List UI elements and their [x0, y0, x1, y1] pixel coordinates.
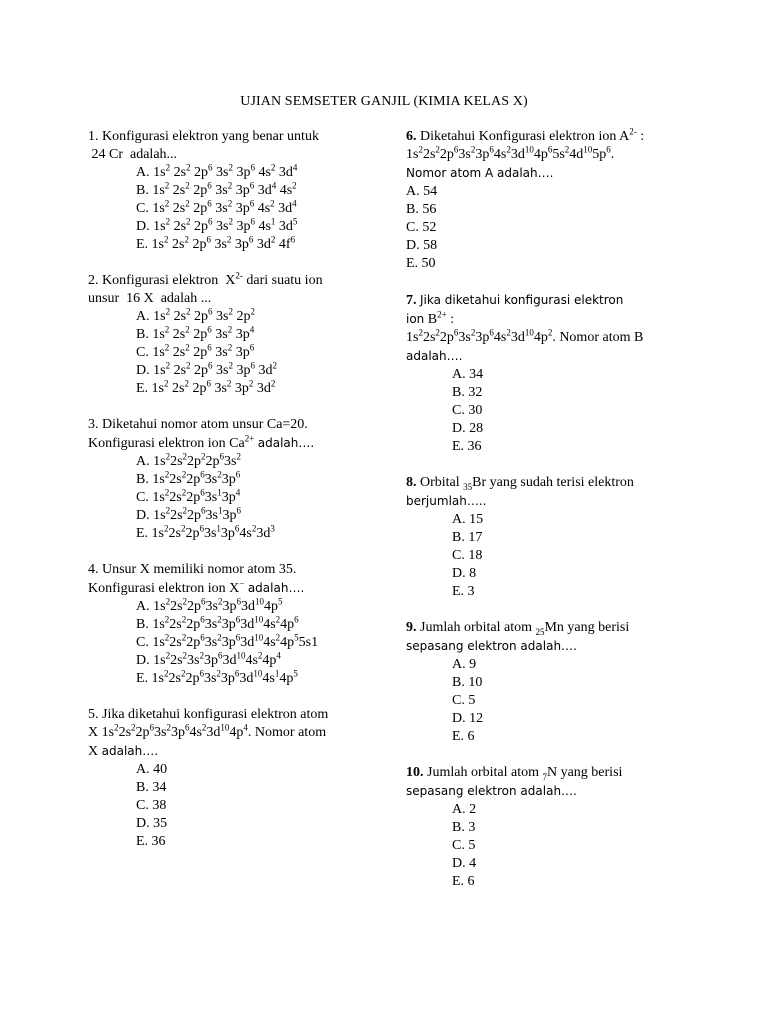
- answer-option: B. $1s^2$ $2s^2$ $2p^6$ $3s^2$ $3p^6$ $3d^4$ $4s^2$: [136, 180, 297, 198]
- answer-option: A. 15: [452, 512, 484, 527]
- answer-option: B. 10: [452, 675, 483, 690]
- answer-option: D. 35: [136, 816, 168, 831]
- question-stem: 3. Diketahui nomor atom unsur Ca=20. Konfigurasi elektron ion $Ca^{2+}$ adalah….: [88, 417, 315, 451]
- answer-option: D. $1s^22s^23s^23p^63d^{10}4s^24p^4$: [136, 650, 281, 668]
- question-1: [88, 128, 378, 254]
- answer-options: [406, 183, 706, 273]
- answer-option: B. 32: [452, 385, 483, 400]
- answer-option: B. $1s^22s^22p^63s^23p^6$: [136, 469, 241, 487]
- answer-option: E. 36: [452, 439, 482, 454]
- answer-options: [406, 801, 706, 891]
- answer-option: E. 6: [452, 874, 475, 889]
- page-title: UJIAN SEMSETER GANJIL (KIMIA KELAS X): [240, 94, 528, 109]
- answer-option: E. 3: [452, 584, 475, 599]
- answer-option: B. 3: [452, 820, 476, 835]
- answer-option: B. 34: [136, 780, 167, 795]
- answer-option: A. $1s^22s^22p^22p^63s^2$: [136, 451, 241, 469]
- answer-option: C. $1s^22s^22p^63s^13p^4$: [136, 487, 241, 505]
- answer-option: A. 34: [452, 367, 484, 382]
- answer-option: E. 6: [452, 729, 475, 744]
- question-7: [406, 291, 706, 456]
- left-column: [88, 128, 378, 869]
- answer-options: [406, 511, 706, 601]
- question-stem: 7. Jika diketahui konfigurasi elektron ion $B^{2+}$ : $1s^22s^22p^63s^23p^64s^23d^{10}4p^2$. Nomor atom B adalah….: [406, 293, 644, 363]
- answer-option: B. $1s^22s^22p^63s^23p^63d^{10}4s^24p^6$: [136, 614, 299, 632]
- question-6: [406, 128, 706, 273]
- answer-option: C. 30: [452, 403, 483, 418]
- question-stem: 10. Jumlah orbital atom $_7$N yang berisi sepasang elektron adalah….: [406, 765, 623, 798]
- answer-option: D. $1s^22s^22p^63s^13p^6$: [136, 505, 241, 523]
- question-4: [88, 561, 378, 688]
- answer-option: A. 2: [452, 802, 477, 817]
- answer-option: E. 50: [406, 256, 436, 271]
- question-stem: 4. Unsur X memiliki nomor atom 35. Konfigurasi elektron ion X− adalah….: [88, 562, 305, 596]
- answer-option: B. 56: [406, 202, 437, 217]
- answer-option: D. 4: [452, 856, 477, 871]
- question-stem: 9. Jumlah orbital atom $_{25}$Mn yang berisi sepasang elektron adalah….: [406, 620, 630, 653]
- question-stem: 5. Jika diketahui konfigurasi elektron atom X $1s^22s^22p^63s^23p^64s^23d^{10}4p^4$. Nomor atom X adalah….: [88, 707, 329, 759]
- answer-options: [88, 164, 378, 254]
- question-10: [406, 764, 706, 891]
- answer-options: [406, 656, 706, 746]
- question-3: [88, 416, 378, 543]
- answer-option: E. $1s^22s^22p^63s^23p^63d^{10}4s^14p^5$: [136, 668, 298, 686]
- answer-options: [88, 308, 378, 398]
- answer-option: E. $1s^22s^22p^63s^13p^64s^23d^3$: [136, 523, 275, 541]
- answer-option: E. $1s^2$ $2s^2$ $2p^6$ $3s^2$ $3p^2$ $3d^2$: [136, 378, 276, 396]
- question-2: [88, 272, 378, 398]
- answer-option: C. 52: [406, 220, 437, 235]
- answer-option: A. 54: [406, 184, 438, 199]
- answer-option: A. 9: [452, 657, 477, 672]
- answer-option: D. 58: [406, 238, 438, 253]
- answer-option: C. $1s^22s^22p^63s^23p^63d^{10}4s^24p^55s1$: [136, 632, 319, 650]
- answer-option: C. $1s^2$ $2s^2$ $2p^6$ $3s^2$ $3p^6$ $4s^2$ $3d^4$: [136, 198, 297, 216]
- answer-option: D. 12: [452, 711, 484, 726]
- answer-option: C. 38: [136, 798, 167, 813]
- answer-option: C. $1s^2$ $2s^2$ $2p^6$ $3s^2$ $3p^6$: [136, 342, 255, 360]
- answer-option: A. $1s^22s^22p^63s^23p^63d^{10}4p^5$: [136, 596, 283, 614]
- question-stem: 6. Diketahui Konfigurasi elektron ion $A^{2-}$ : $1s^22s^22p^63s^23p^64s^23d^{10}4p^65s^24d^{10}5p^6$. Nomor atom A adalah….: [406, 126, 645, 180]
- answer-options: [88, 453, 378, 543]
- answer-option: E. 36: [136, 834, 166, 849]
- answer-option: E. $1s^2$ $2s^2$ $2p^6$ $3s^2$ $3p^6$ $3d^2$ $4f^6$: [136, 234, 296, 252]
- answer-option: D. 28: [452, 421, 484, 436]
- answer-option: D. $1s^2$ $2s^2$ $2p^6$ $3s^2$ $3p^6$ $3d^2$: [136, 360, 277, 378]
- answer-option: A. $1s^2$ $2s^2$ $2p^6$ $3s^2$ $2p^2$: [136, 306, 255, 324]
- answer-option: A. 40: [136, 762, 168, 777]
- answer-option: C. 5: [452, 693, 476, 708]
- right-column: [406, 128, 706, 909]
- answer-options: [406, 366, 706, 456]
- answer-option: B. 17: [452, 530, 483, 545]
- answer-options: [88, 598, 378, 688]
- answer-option: C. 18: [452, 548, 483, 563]
- answer-option: D. 8: [452, 566, 477, 581]
- question-8: [406, 474, 706, 601]
- answer-option: A. $1s^2$ $2s^2$ $2p^6$ $3s^2$ $3p^6$ $4s^2$ $3d^4$: [136, 162, 298, 180]
- question-stem: 2. Konfigurasi elektron $X^{2-}$ dari suatu ion unsur 16 X adalah ...: [88, 270, 323, 306]
- answer-option: C. 5: [452, 838, 476, 853]
- answer-option: B. $1s^2$ $2s^2$ $2p^6$ $3s^2$ $3p^4$: [136, 324, 255, 342]
- question-9: [406, 619, 706, 746]
- answer-options: [88, 761, 378, 851]
- answer-option: D. $1s^2$ $2s^2$ $2p^6$ $3s^2$ $3p^6$ $4s^1$ $3d^5$: [136, 216, 298, 234]
- question-stem: 8. Orbital $_{35}$Br yang sudah terisi elektron berjumlah…..: [406, 475, 634, 508]
- question-5: [88, 706, 378, 851]
- question-stem: 1. Konfigurasi elektron yang benar untuk 24 Cr adalah...: [88, 129, 319, 162]
